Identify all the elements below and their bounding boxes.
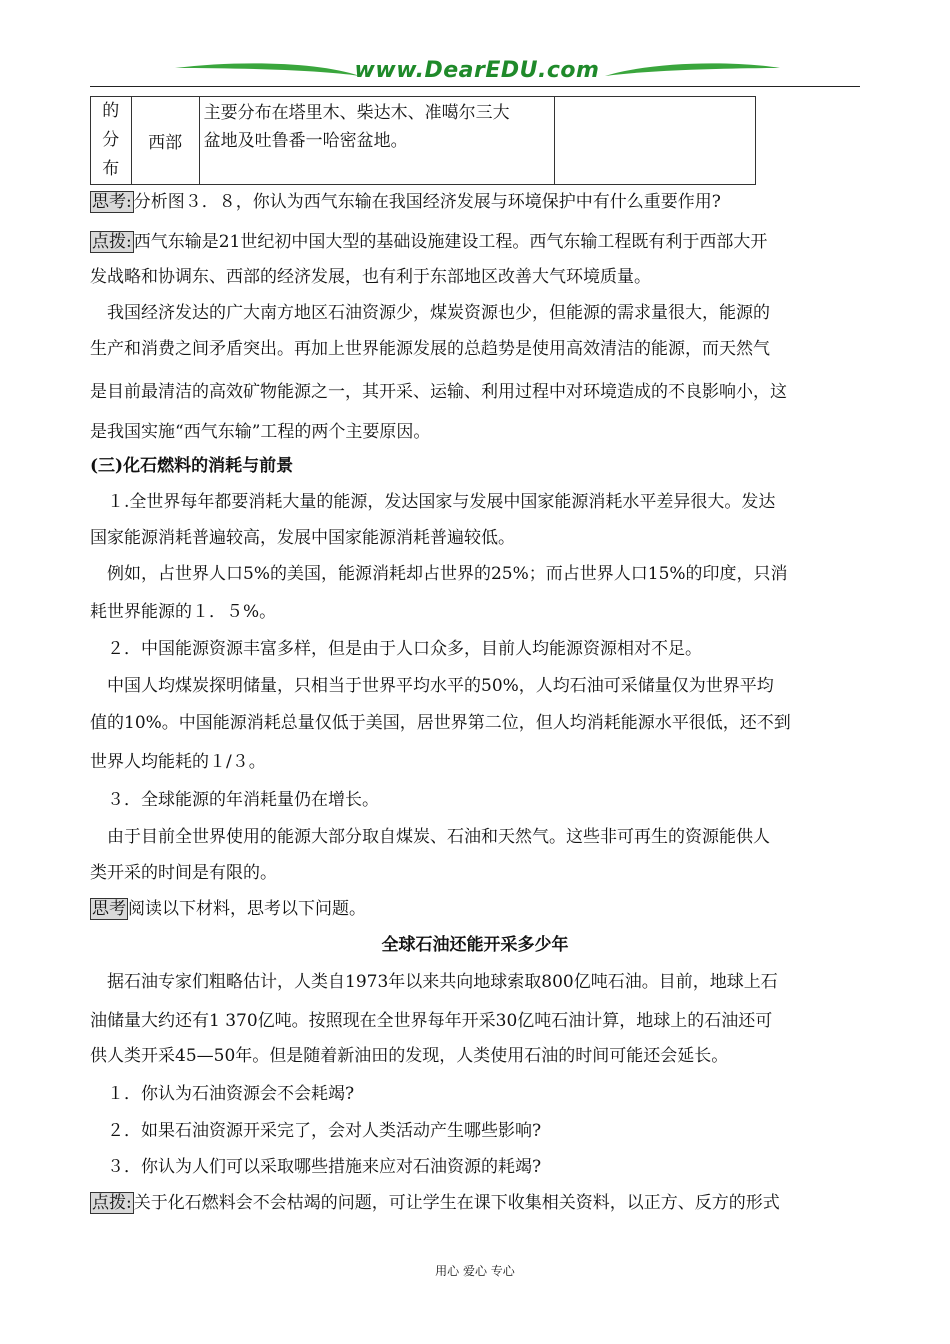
question-item: ３．你认为人们可以采取哪些措施来应对石油资源的耗竭? bbox=[90, 1157, 542, 1177]
hint-1-line: 发战略和协调东、西部的经济发展，也有利于东部地区改善大气环境质量。 bbox=[90, 267, 651, 287]
hint-2-line bbox=[90, 1192, 860, 1214]
question-item: ２．如果石油资源开采完了，会对人类活动产生哪些影响? bbox=[90, 1121, 542, 1141]
vertical-char: 布 bbox=[102, 159, 120, 179]
article-title: 全球石油还能开采多少年 bbox=[381, 935, 569, 955]
think-question-2 bbox=[90, 898, 860, 920]
vertical-char: 分 bbox=[102, 130, 120, 150]
think-text: 分析图３．８，你认为西气东输在我国经济发展与环境保护中有什么重要作用? bbox=[133, 192, 721, 212]
empty-cell bbox=[554, 97, 755, 185]
distribution-text-cell bbox=[199, 97, 554, 185]
cell-line: 盆地及吐鲁番一哈密盆地。 bbox=[203, 131, 408, 151]
think-question-1 bbox=[90, 191, 860, 213]
list-item: ２．中国能源资源丰富多样，但是由于人口众多，目前人均能源资源相对不足。 bbox=[90, 639, 702, 659]
cell-line: 主要分布在塔里木、柴达木、准噶尔三大 bbox=[203, 103, 510, 123]
paragraph-line: 中国人均煤炭探明储量，只相当于世界平均水平的50%，人均石油可采储量仅为世界平均 bbox=[90, 676, 774, 696]
hint-text: 西气东输是21世纪初中国大型的基础设施建设工程。西气东输工程既有利于西部大开 bbox=[133, 232, 768, 252]
article-line: 油储量大约还有1 370亿吨。按照现在全世界每年开采30亿吨石油计算，地球上的石油还可 bbox=[90, 1011, 773, 1031]
hint-tag: 点拨: bbox=[92, 1193, 132, 1213]
page-footer: 用心 爱心 专心 bbox=[435, 1264, 515, 1278]
paragraph-line: 值的10%。中国能源消耗总量仅低于美国，居世界第二位，但人均消耗能源水平很低，还不到 bbox=[90, 713, 791, 733]
think-text: 阅读以下材料，思考以下问题。 bbox=[128, 899, 366, 919]
site-logo-text: www.DearEDU.com bbox=[354, 58, 600, 83]
paragraph-line: 生产和消费之间矛盾突出。再加上世界能源发展的总趋势是使用高效清洁的能源，而天然气 bbox=[90, 339, 770, 359]
page-header bbox=[90, 58, 860, 90]
table-row bbox=[91, 97, 756, 185]
list-item: １.全世界每年都要消耗大量的能源，发达国家与发展中国家能源消耗水平差异很大。发达 bbox=[90, 492, 776, 512]
question-item: １．你认为石油资源会不会耗竭? bbox=[90, 1084, 355, 1104]
hint-text: 关于化石燃料会不会枯竭的问题，可让学生在课下收集相关资料，以正方、反方的形式 bbox=[133, 1193, 780, 1213]
paragraph-line: 是目前最清洁的高效矿物能源之一，其开采、运输、利用过程中对环境造成的不良影响小，这 bbox=[90, 382, 787, 402]
hint-tag: 点拨: bbox=[92, 232, 132, 252]
list-item: ３．全球能源的年消耗量仍在增长。 bbox=[90, 790, 379, 810]
hint-1-line bbox=[90, 231, 860, 253]
vertical-char: 的 bbox=[102, 101, 120, 121]
paragraph-line: 我国经济发达的广大南方地区石油资源少，煤炭资源也少，但能源的需求量很大，能源的 bbox=[90, 303, 770, 323]
paragraph-line: 世界人均能耗的１/３。 bbox=[90, 752, 266, 772]
distribution-table bbox=[90, 96, 756, 185]
paragraph-line: 例如，占世界人口5%的美国，能源消耗却占世界的25%；而占世界人口15%的印度，只消 bbox=[90, 564, 788, 584]
paragraph-line: 耗世界能源的１．５%。 bbox=[90, 602, 277, 622]
list-item: 国家能源消耗普遍较高，发展中国家能源消耗普遍较低。 bbox=[90, 528, 515, 548]
paragraph-line: 由于目前全世界使用的能源大部分取自煤炭、石油和天然气。这些非可再生的资源能供人 bbox=[90, 827, 770, 847]
vertical-label-cell bbox=[91, 97, 132, 185]
think-tag: 思考: bbox=[92, 192, 132, 212]
article-line: 供人类开采45—50年。但是随着新油田的发现，人类使用石油的时间可能还会延长。 bbox=[90, 1046, 729, 1066]
article-line: 据石油专家们粗略估计，人类自1973年以来共向地球索取800亿吨石油。目前，地球上石 bbox=[90, 972, 778, 992]
header-rule bbox=[90, 86, 860, 87]
paragraph-line: 是我国实施“西气东输”工程的两个主要原因。 bbox=[90, 422, 431, 442]
section-title: (三)化石燃料的消耗与前景 bbox=[90, 456, 294, 476]
paragraph-line: 类开采的时间是有限的。 bbox=[90, 863, 277, 883]
region-cell: 西部 bbox=[131, 97, 199, 185]
think-tag: 思考 bbox=[92, 899, 126, 919]
